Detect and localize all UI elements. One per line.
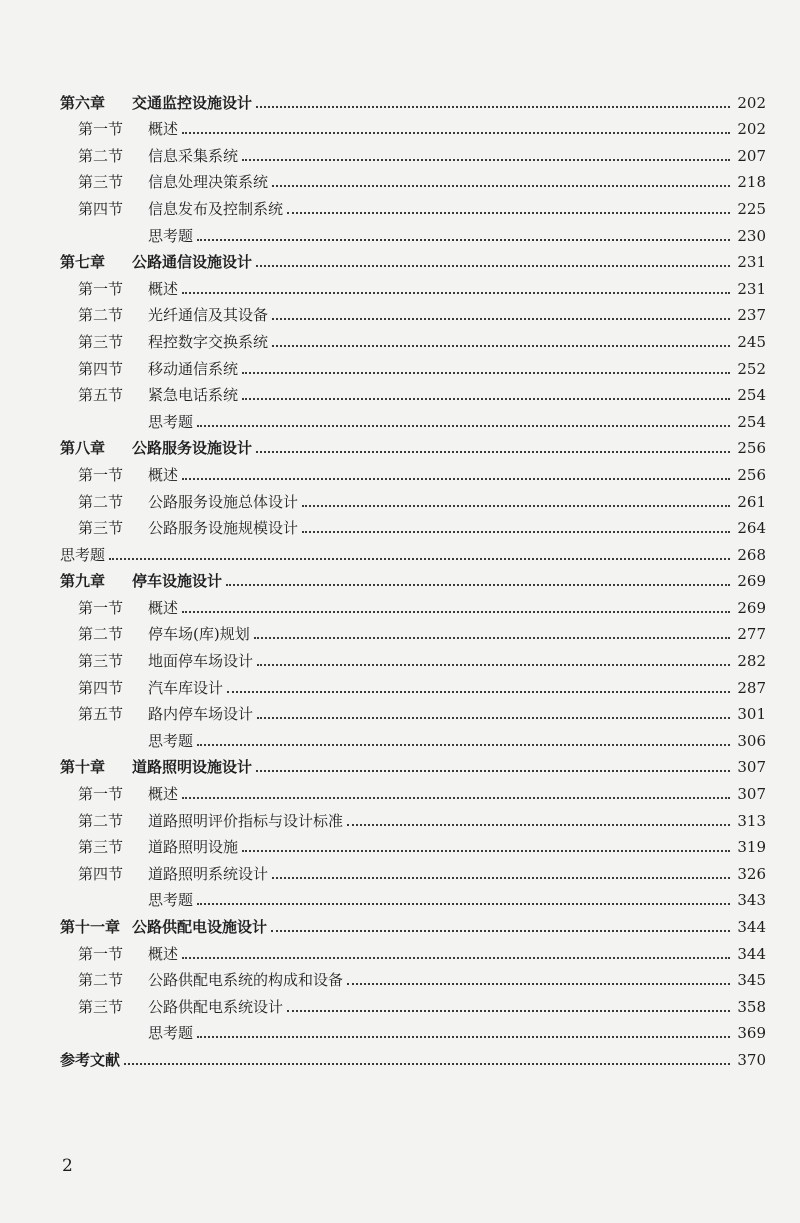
toc-entry-title: 道路照明评价指标与设计标准 [148, 811, 344, 830]
toc-entry-title: 道路照明系统设计 [148, 864, 269, 883]
toc-entry-number: 第九章 [60, 572, 106, 591]
toc-leader-dots [254, 637, 730, 639]
toc-section-entry [60, 1041, 766, 1068]
toc-entry-number: 第四节 [78, 678, 124, 697]
toc-entry-title: 公路供配电系统设计 [148, 997, 284, 1016]
toc-entry-page: 252 [737, 359, 766, 378]
toc-entry-number: 第三节 [78, 519, 124, 538]
toc-leader-dots [347, 983, 730, 985]
toc-section-entry [60, 855, 766, 882]
toc-entry-page: 313 [737, 811, 766, 830]
toc-leader-dots [124, 1063, 730, 1065]
toc-entry-page: 269 [737, 572, 766, 591]
toc-entry-page: 345 [737, 971, 766, 990]
toc-chapter-entry [60, 430, 766, 457]
toc-entry-page: 207 [737, 146, 766, 165]
toc-section-entry [60, 722, 766, 749]
toc-section-entry [60, 962, 766, 989]
toc-section-entry [60, 935, 766, 962]
toc-entry-title: 公路服务设施规模设计 [148, 519, 299, 538]
toc-entry-number: 第十一章 [60, 918, 121, 936]
toc-leader-dots [109, 558, 730, 560]
toc-entry-page: 264 [737, 519, 766, 538]
toc-entry-title: 光纤通信及其设备 [148, 306, 269, 325]
toc-section-entry [60, 669, 766, 696]
toc-entry-page: 268 [737, 545, 766, 564]
toc-section-entry [60, 829, 766, 856]
toc-entry-title: 概述 [148, 598, 179, 617]
toc-leader-dots [272, 185, 730, 187]
toc-entry-number: 第一节 [78, 598, 124, 617]
toc-section-entry [60, 616, 766, 643]
toc-entry-page: 287 [737, 678, 766, 697]
toc-entry-title: 公路供配电系统的构成和设备 [148, 971, 344, 990]
toc-section-entry [60, 988, 766, 1015]
toc-leader-dots [256, 451, 730, 453]
toc-entry-title: 思考题 [148, 226, 194, 245]
toc-entry-title: 公路服务设施设计 [132, 439, 253, 458]
toc-leader-dots [197, 239, 730, 241]
toc-entry-page: 307 [737, 758, 766, 777]
toc-entry-title: 汽车库设计 [148, 678, 224, 697]
toc-entry-title: 概述 [148, 944, 179, 963]
toc-entry-page: 269 [737, 598, 766, 617]
toc-entry-number: 第五节 [78, 386, 124, 405]
toc-leader-dots [256, 106, 730, 108]
toc-entry-title: 思考题 [60, 545, 106, 564]
toc-section-entry [60, 350, 766, 377]
toc-entry-title: 移动通信系统 [148, 359, 239, 378]
toc-entry-title: 交通监控设施设计 [132, 93, 253, 112]
toc-entry-number: 第二节 [78, 306, 124, 325]
toc-section-entry [60, 323, 766, 350]
toc-leader-dots [272, 318, 730, 320]
toc-entry-number: 第四节 [78, 359, 124, 378]
toc-entry-title: 程控数字交换系统 [148, 332, 269, 351]
toc-entry-title: 概述 [148, 465, 179, 484]
toc-entry-number: 第三节 [78, 838, 124, 857]
toc-entry-number: 第五节 [78, 705, 124, 724]
table-of-contents [60, 84, 766, 1068]
toc-entry-number: 第二节 [78, 146, 124, 165]
toc-section-entry [60, 536, 766, 563]
toc-section-entry [60, 111, 766, 138]
toc-entry-title: 道路照明设施设计 [132, 758, 253, 777]
toc-entry-title: 信息发布及控制系统 [148, 199, 284, 218]
toc-entry-page: 230 [737, 226, 766, 245]
toc-entry-number: 第三节 [78, 332, 124, 351]
toc-entry-page: 277 [737, 625, 766, 644]
toc-entry-number: 第十章 [60, 758, 106, 777]
toc-entry-page: 237 [737, 306, 766, 325]
toc-entry-page: 307 [737, 785, 766, 804]
toc-leader-dots [197, 1036, 730, 1038]
toc-entry-page: 261 [737, 492, 766, 511]
toc-leader-dots [347, 824, 730, 826]
toc-leader-dots [242, 372, 730, 374]
toc-entry-title: 参考文献 [60, 1050, 121, 1069]
toc-section-entry [60, 882, 766, 909]
toc-entry-title: 思考题 [148, 731, 194, 750]
toc-chapter-entry [60, 749, 766, 776]
toc-entry-title: 紧急电话系统 [148, 386, 239, 405]
toc-entry-page: 254 [737, 386, 766, 405]
toc-entry-page: 256 [737, 439, 766, 458]
toc-entry-page: 358 [737, 997, 766, 1016]
toc-entry-number: 第六章 [60, 93, 106, 112]
toc-entry-title: 停车场(库)规划 [148, 625, 250, 644]
toc-leader-dots [182, 132, 730, 134]
toc-entry-title: 思考题 [148, 1024, 194, 1043]
toc-entry-page: 225 [737, 199, 766, 218]
toc-entry-number: 第三节 [78, 652, 124, 671]
toc-entry-page: 306 [737, 731, 766, 750]
toc-section-entry [60, 217, 766, 244]
toc-leader-dots [182, 797, 730, 799]
toc-section-entry [60, 190, 766, 217]
toc-leader-dots [182, 611, 730, 613]
toc-leader-dots [302, 531, 730, 533]
toc-entry-number: 第一节 [78, 944, 124, 963]
toc-entry-number: 第七章 [60, 253, 106, 272]
toc-chapter-entry [60, 908, 766, 935]
toc-section-entry [60, 456, 766, 483]
toc-leader-dots [197, 425, 730, 427]
toc-section-entry [60, 802, 766, 829]
toc-leader-dots [242, 159, 730, 161]
toc-entry-number: 第四节 [78, 864, 124, 883]
toc-leader-dots [302, 505, 730, 507]
toc-leader-dots [197, 903, 730, 905]
toc-chapter-entry [60, 84, 766, 111]
toc-entry-number: 第二节 [78, 971, 124, 990]
toc-entry-title: 概述 [148, 785, 179, 804]
toc-chapter-entry [60, 563, 766, 590]
toc-entry-number: 第二节 [78, 625, 124, 644]
toc-entry-page: 231 [737, 253, 766, 272]
toc-chapter-entry [60, 244, 766, 271]
toc-leader-dots [287, 212, 730, 214]
toc-entry-title: 思考题 [148, 891, 194, 910]
toc-entry-title: 公路供配电设施设计 [132, 918, 268, 936]
toc-entry-page: 245 [737, 332, 766, 351]
toc-entry-page: 344 [737, 944, 766, 963]
toc-leader-dots [287, 1010, 730, 1012]
toc-entry-title: 公路服务设施总体设计 [148, 492, 299, 511]
toc-entry-title: 道路照明设施 [148, 838, 239, 857]
toc-section-entry [60, 270, 766, 297]
toc-section-entry [60, 483, 766, 510]
toc-entry-page: 231 [737, 279, 766, 298]
toc-leader-dots [257, 717, 730, 719]
toc-entry-page: 301 [737, 705, 766, 724]
toc-leader-dots [182, 292, 730, 294]
toc-entry-number: 第三节 [78, 997, 124, 1016]
toc-leader-dots [242, 398, 730, 400]
toc-leader-dots [242, 850, 730, 852]
page-number: 2 [62, 1156, 73, 1176]
toc-section-entry [60, 696, 766, 723]
toc-entry-page: 326 [737, 864, 766, 883]
toc-entry-page: 256 [737, 465, 766, 484]
toc-entry-title: 概述 [148, 120, 179, 139]
toc-leader-dots [182, 478, 730, 480]
toc-entry-page: 343 [737, 891, 766, 910]
toc-entry-title: 公路通信设施设计 [132, 253, 253, 272]
toc-section-entry [60, 164, 766, 191]
toc-entry-number: 第一节 [78, 785, 124, 804]
toc-entry-number: 第二节 [78, 492, 124, 511]
toc-entry-number: 第二节 [78, 811, 124, 830]
toc-section-entry [60, 510, 766, 537]
toc-leader-dots [226, 584, 730, 586]
toc-entry-title: 停车设施设计 [132, 572, 223, 591]
toc-entry-page: 369 [737, 1024, 766, 1043]
toc-section-entry [60, 297, 766, 324]
toc-entry-number: 第八章 [60, 439, 106, 458]
toc-entry-page: 282 [737, 652, 766, 671]
toc-leader-dots [197, 744, 730, 746]
toc-entry-number: 第一节 [78, 120, 124, 139]
toc-section-entry [60, 642, 766, 669]
toc-entry-number: 第一节 [78, 465, 124, 484]
toc-entry-number: 第一节 [78, 279, 124, 298]
toc-entry-title: 概述 [148, 279, 179, 298]
toc-section-entry [60, 137, 766, 164]
toc-leader-dots [257, 664, 730, 666]
toc-entry-title: 思考题 [148, 412, 194, 431]
toc-entry-number: 第四节 [78, 199, 124, 218]
toc-entry-page: 344 [737, 918, 766, 936]
toc-section-entry [60, 403, 766, 430]
toc-section-entry [60, 377, 766, 404]
toc-leader-dots [272, 877, 730, 879]
toc-leader-dots [227, 691, 730, 693]
toc-leader-dots [272, 345, 730, 347]
toc-entry-title: 信息采集系统 [148, 146, 239, 165]
toc-entry-title: 信息处理决策系统 [148, 173, 269, 192]
toc-leader-dots [256, 265, 730, 267]
toc-entry-page: 202 [737, 93, 766, 112]
toc-leader-dots [271, 930, 730, 932]
toc-section-entry [60, 589, 766, 616]
toc-entry-number: 第三节 [78, 173, 124, 192]
toc-section-entry [60, 1015, 766, 1042]
toc-entry-page: 202 [737, 120, 766, 139]
toc-section-entry [60, 775, 766, 802]
toc-leader-dots [256, 770, 730, 772]
toc-entry-page: 319 [737, 838, 766, 857]
toc-entry-page: 370 [737, 1050, 766, 1069]
toc-entry-title: 路内停车场设计 [148, 705, 254, 724]
toc-entry-page: 218 [737, 173, 766, 192]
toc-entry-page: 254 [737, 412, 766, 431]
toc-leader-dots [182, 957, 730, 959]
toc-entry-title: 地面停车场设计 [148, 652, 254, 671]
